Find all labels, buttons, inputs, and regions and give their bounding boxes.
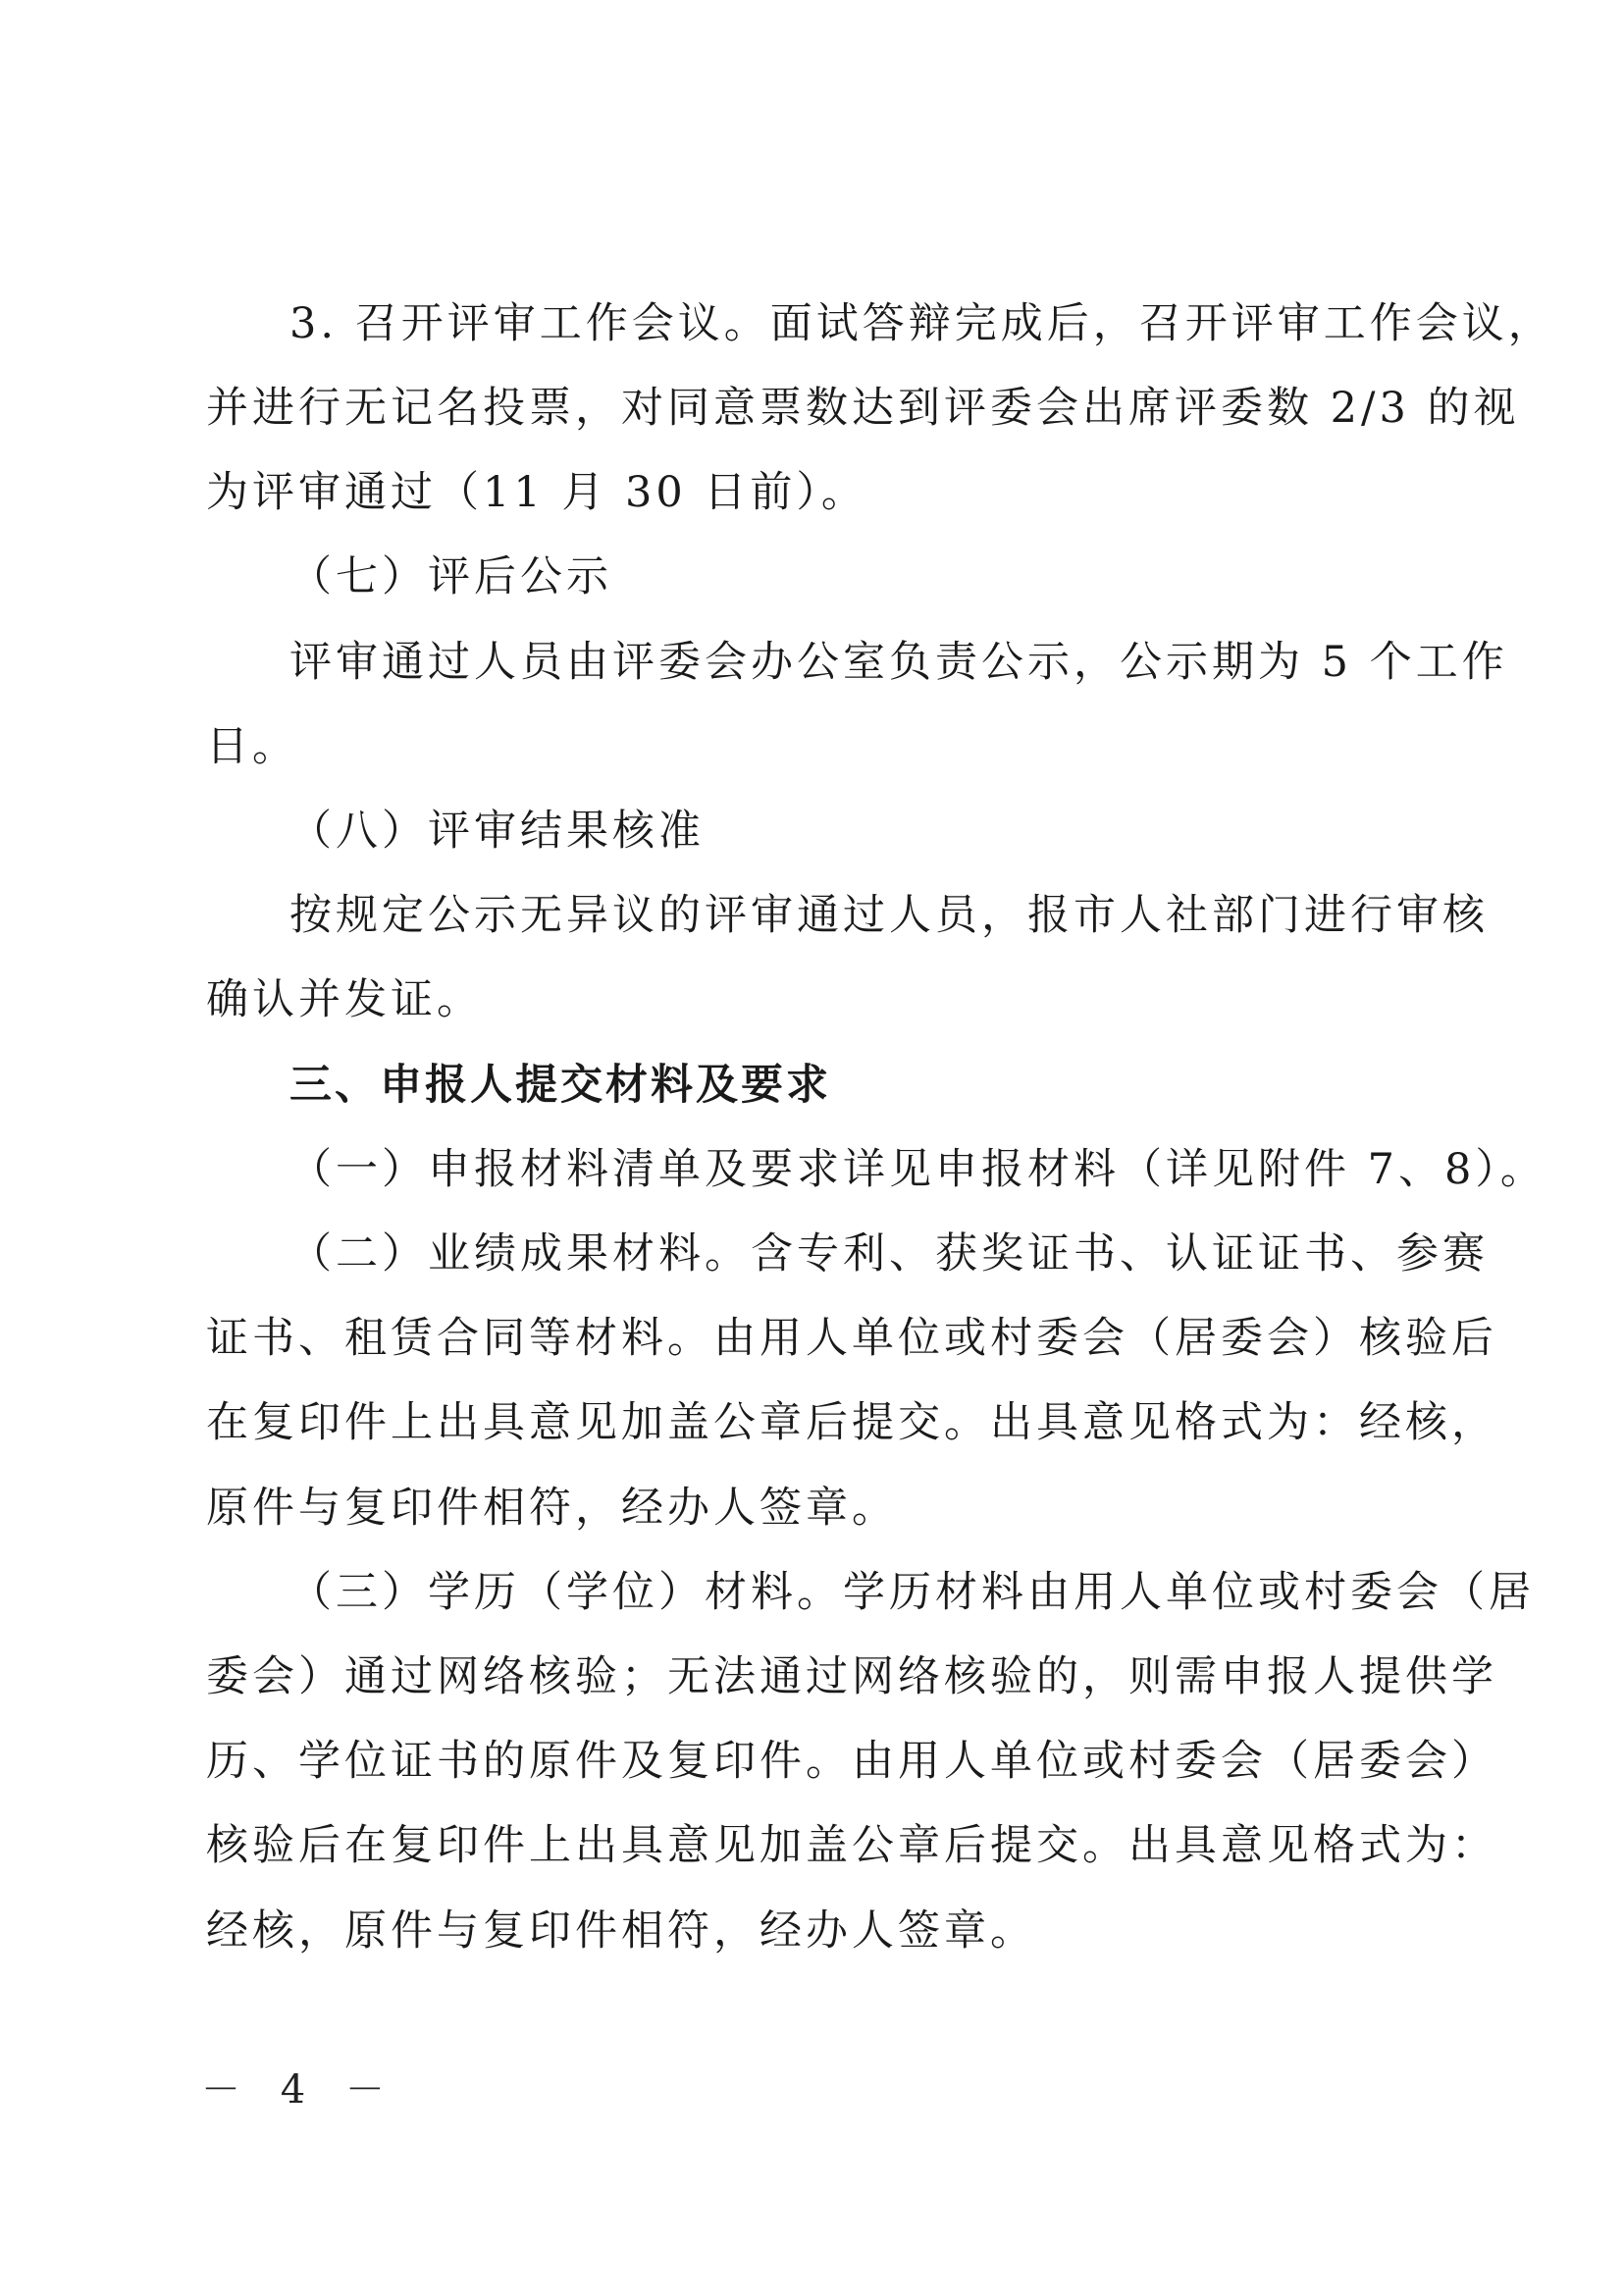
item-3-line-2: 委会）通过网络核验；无法通过网络核验的，则需申报人提供学 [206, 1652, 1497, 1701]
item-1-line-1: （一）申报材料清单及要求详见申报材料（详见附件 7、8）。 [289, 1145, 1546, 1194]
paragraph-7-line-2: 日。 [206, 722, 298, 771]
item-2-line-4: 原件与复印件相符，经办人签章。 [206, 1484, 898, 1533]
item-2-line-3: 在复印件上出具意见加盖公章后提交。出具意见格式为：经核， [206, 1398, 1497, 1447]
item-2-line-2: 证书、租赁合同等材料。由用人单位或村委会（居委会）核验后 [206, 1314, 1497, 1363]
item-3-line-4: 核验后在复印件上出具意见加盖公章后提交。出具意见格式为： [206, 1821, 1497, 1870]
section-3-heading: 三、申报人提交材料及要求 [289, 1061, 831, 1110]
paragraph-8-line-2: 确认并发证。 [206, 975, 483, 1024]
paragraph-3-line-3: 为评审通过（11 月 30 日前）。 [206, 468, 867, 517]
paragraph-8-line-1: 按规定公示无异议的评审通过人员，报市人社部门进行审核 [289, 891, 1489, 940]
item-3-line-1: （三）学历（学位）材料。学历材料由用人单位或村委会（居 [289, 1568, 1535, 1617]
item-3-line-3: 历、学位证书的原件及复印件。由用人单位或村委会（居委会） [206, 1737, 1497, 1786]
item-2-line-1: （二）业绩成果材料。含专利、获奖证书、认证证书、参赛 [289, 1229, 1489, 1278]
page-number: － 4 － [201, 2067, 398, 2113]
paragraph-3-line-1: 3. 召开评审工作会议。面试答辩完成后，召开评审工作会议， [289, 299, 1554, 348]
item-3-line-5: 经核，原件与复印件相符，经办人签章。 [206, 1906, 1036, 1956]
subheading-7: （七）评后公示 [289, 552, 612, 601]
paragraph-7-line-1: 评审通过人员由评委会办公室负责公示，公示期为 5 个工作 [289, 638, 1508, 687]
paragraph-3-line-2: 并进行无记名投票，对同意票数达到评委会出席评委数 2/3 的视 [206, 384, 1520, 433]
subheading-8: （八）评审结果核准 [289, 807, 705, 856]
